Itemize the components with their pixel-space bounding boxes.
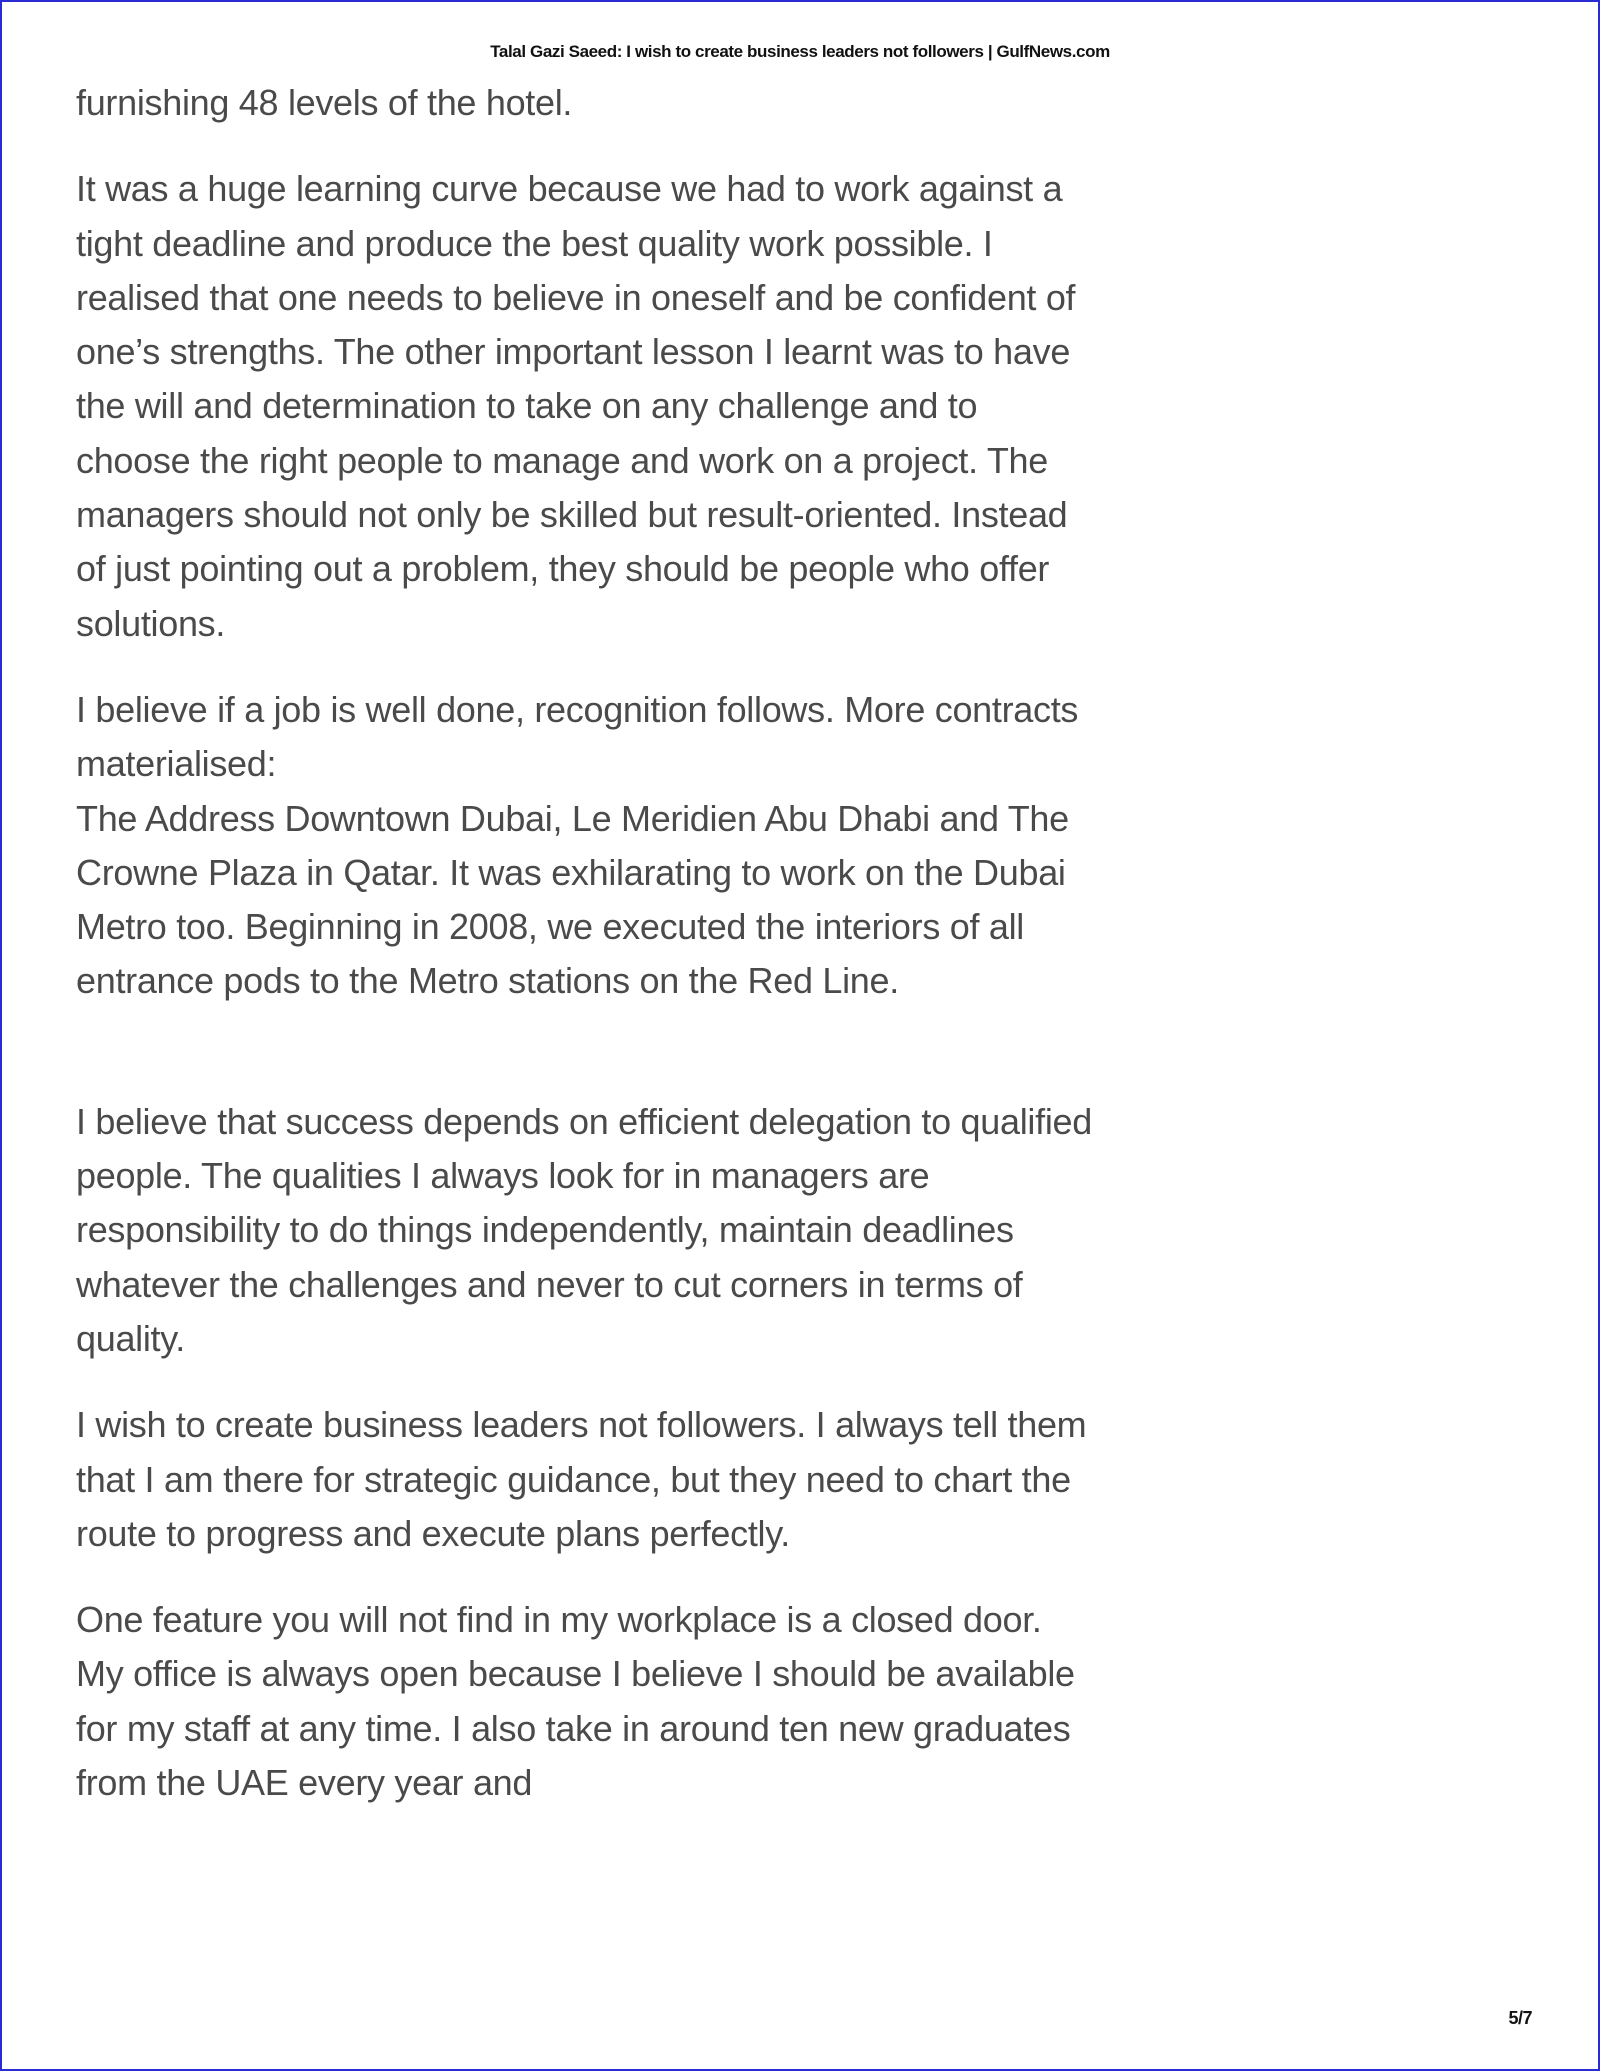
article-paragraph: I wish to create business leaders not followers. I always tell them that I am there for strategic guidance, but they need to chart the route to progress and execute plans perfectly. [76, 1404, 1087, 1554]
article-paragraph: I believe if a job is well done, recognition follows. More contracts materialised: [76, 688, 1079, 785]
page-header-title: Talal Gazi Saeed: I wish to create business leaders not followers | GulfNews.com [490, 42, 1110, 61]
article-paragraph: One feature you will not find in my workplace is a closed door. My office is always open because I believe I should be available for my staff at any time. I also take in around ten new graduates from the UAE every year and [76, 1599, 1075, 1804]
page-number: 5/7 [1508, 2008, 1532, 2028]
article-body [76, 76, 1096, 1842]
article-paragraph: It was a huge learning curve because we had to work against a tight deadline and produce the best quality work possible. I realised that one needs to believe in oneself and be confident of one’s strengths. The other important lesson I learnt was to have the will and determination to take on any challenge and to choose the right people to manage and work on a project. The managers should not only be skilled but result-oriented. Instead of just pointing out a problem, they should be people who offer solutions. [76, 168, 1076, 644]
article-paragraph: I believe that success depends on efficient delegation to qualified people. The qualities I always look for in managers are responsibility to do things independently, maintain deadlines whatever the challenges and never to cut corners in terms of quality. [76, 1100, 1092, 1359]
article-paragraph: The Address Downtown Dubai, Le Meridien Abu Dhabi and The Crowne Plaza in Qatar. It was exhilarating to work on the Dubai Metro too. Beginning in 2008, we executed the interiors of all entrance pods to the Metro stations on the Red Line. [76, 797, 1069, 1002]
article-paragraph: furnishing 48 levels of the hotel. [76, 82, 573, 123]
